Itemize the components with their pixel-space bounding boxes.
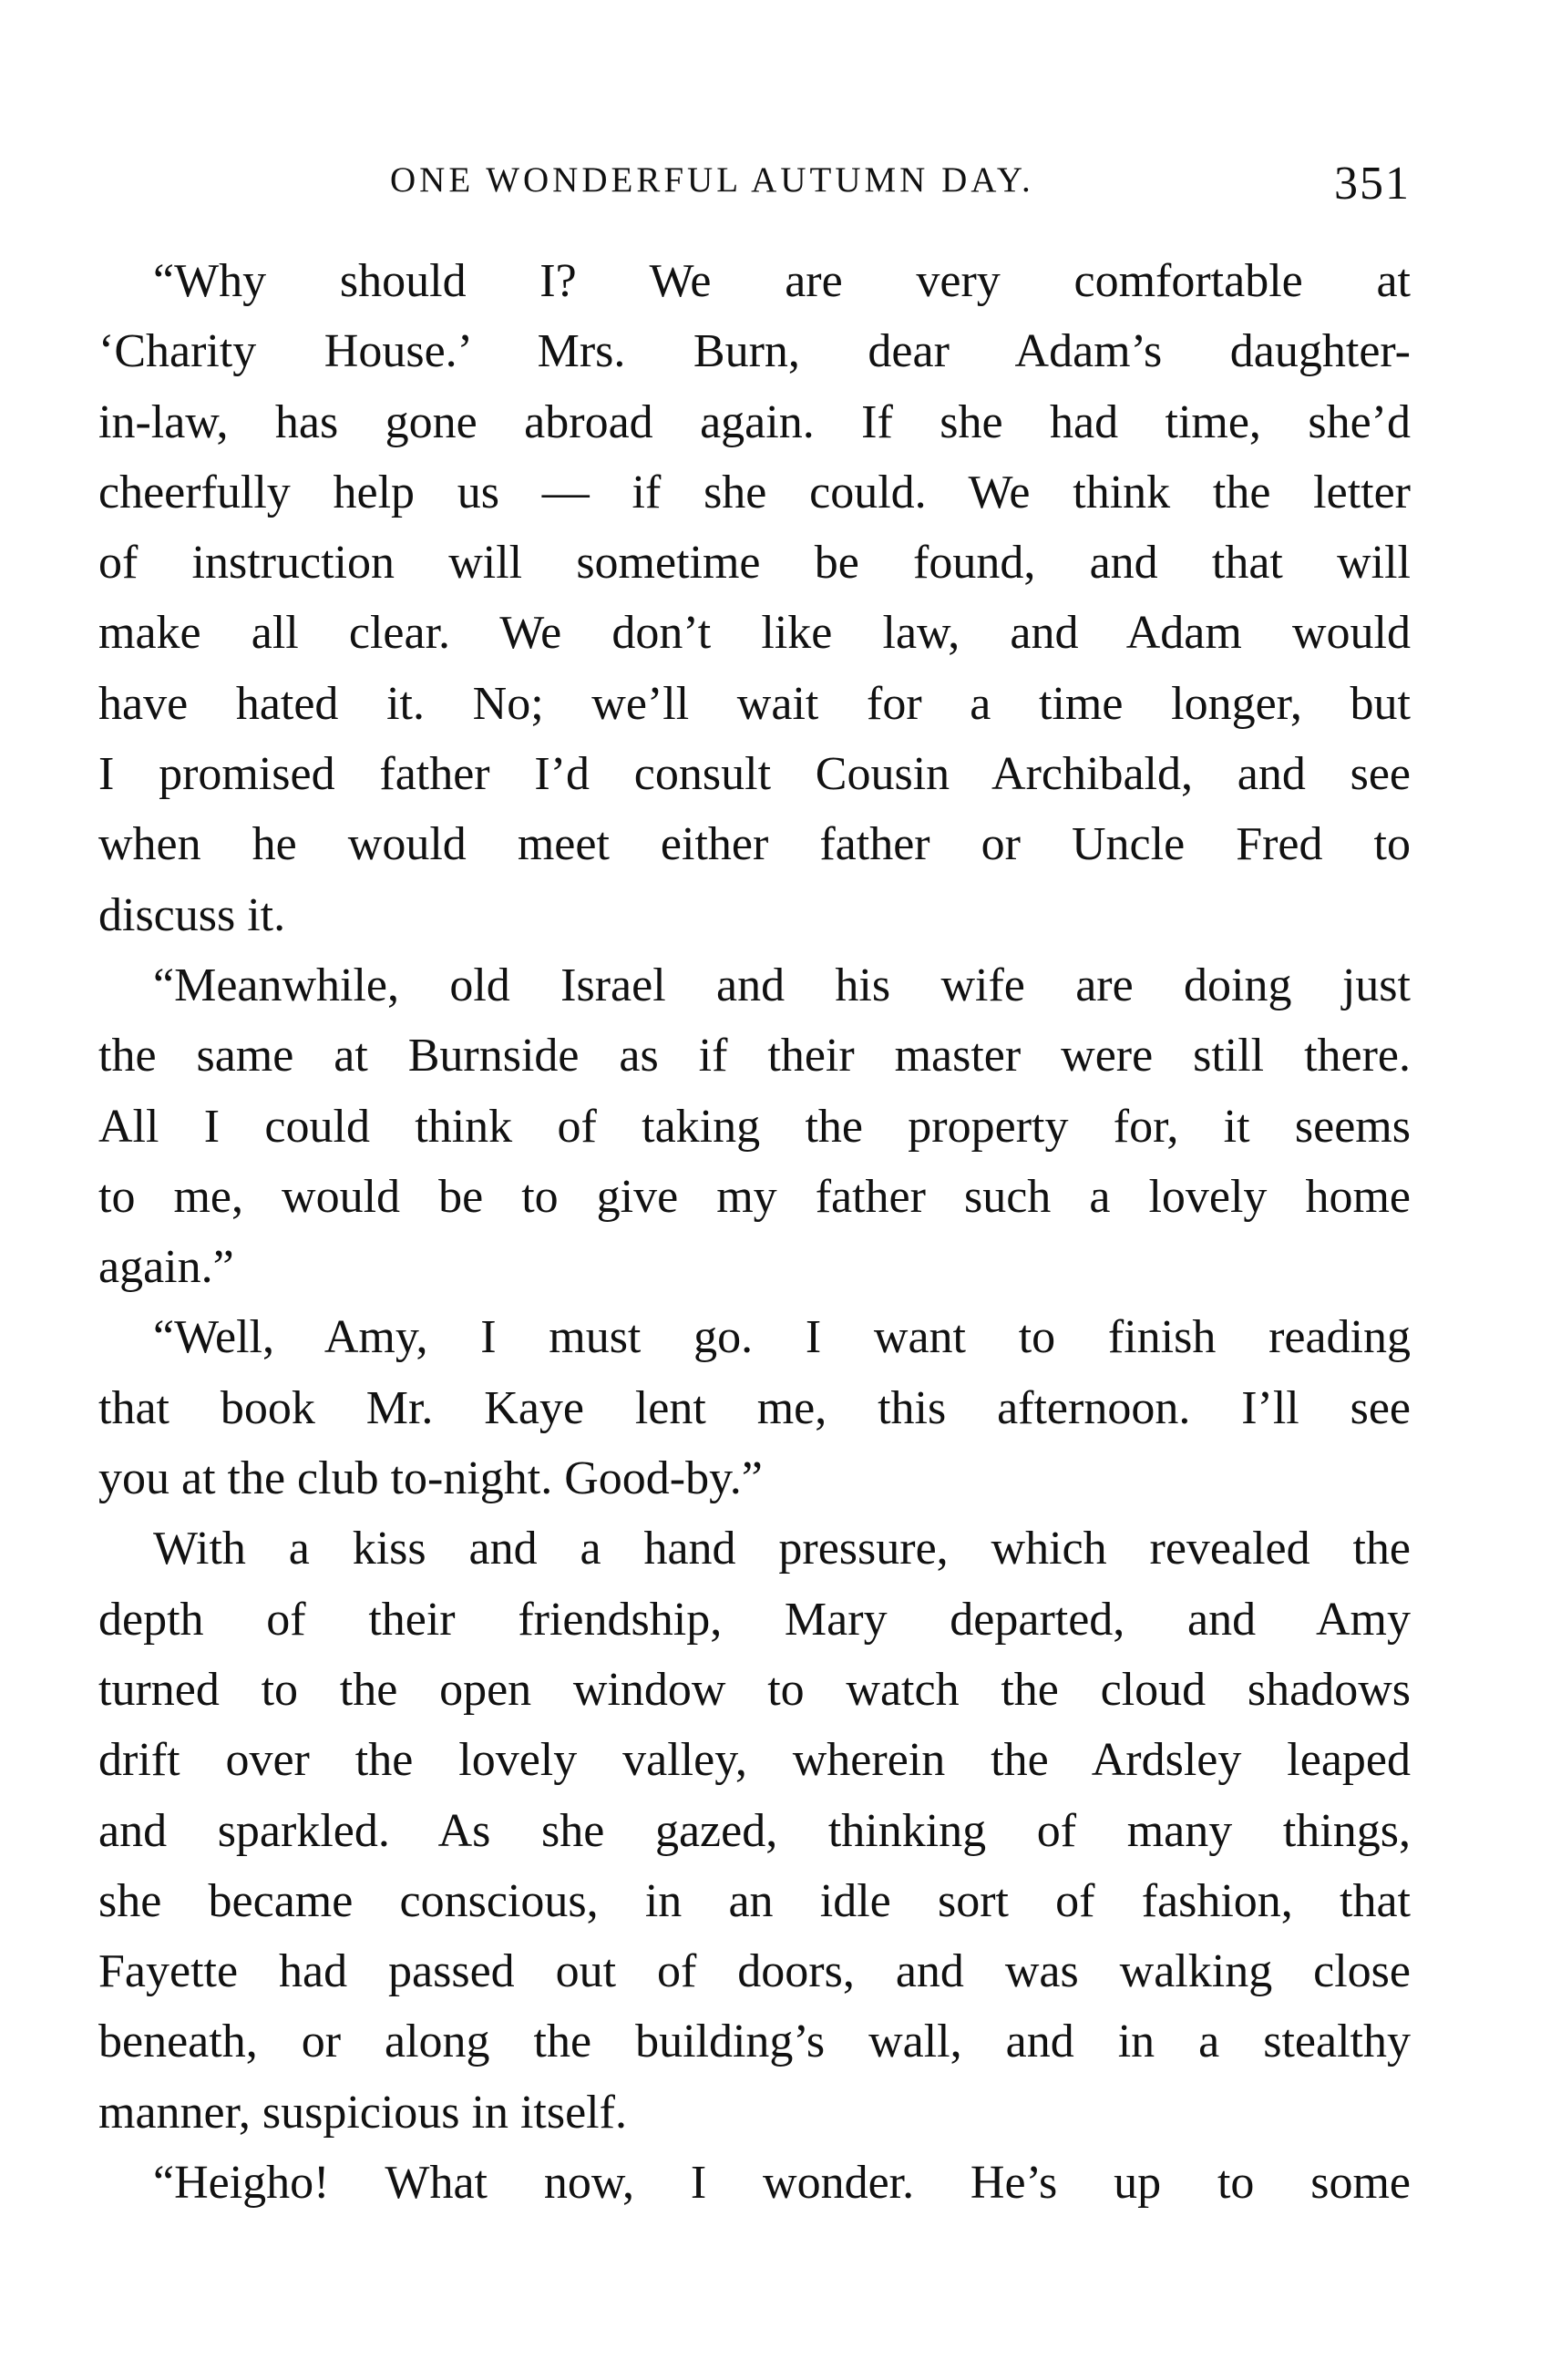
text-line: turned to the open window to watch the cloud shadows	[98, 1663, 1411, 1716]
text-line: that book Mr. Kaye lent me, this afternoon. I’ll see	[98, 1381, 1411, 1434]
text-line: the same at Burnside as if their master were still there.	[98, 1030, 1411, 1082]
text-line: of instruction will sometime be found, and that will	[98, 537, 1411, 590]
running-head	[98, 153, 1411, 208]
text-line: drift over the lovely valley, wherein the Ardsley leaped	[98, 1734, 1411, 1787]
text-line: to me, would be to give my father such a lovely home	[98, 1170, 1411, 1223]
text-line: discuss it.	[98, 888, 286, 941]
text-line: Fayette had passed out of doors, and was walking close	[98, 1945, 1411, 1998]
text-line: she became conscious, in an idle sort of fashion, that	[98, 1874, 1411, 1927]
text-line: have hated it. No; we’ll wait for a time longer, but	[98, 677, 1411, 730]
page-number: 351	[1334, 158, 1411, 210]
text-line: I promised father I’d consult Cousin Archibald, and see	[98, 748, 1411, 801]
text-line: “Meanwhile, old Israel and his wife are doing just	[153, 959, 1411, 1011]
text-line: again.”	[98, 1241, 234, 1294]
text-line: “Why should I? We are very comfortable at	[153, 255, 1411, 307]
text-line: cheerfully help us — if she could. We think the letter	[98, 466, 1411, 518]
text-line: With a kiss and a hand pressure, which revealed the	[153, 1523, 1411, 1575]
paragraph	[98, 1513, 1411, 2148]
text-line: ‘Charity House.’ Mrs. Burn, dear Adam’s daughter-	[98, 325, 1411, 378]
running-title: ONE WONDERFUL AUTUMN DAY.	[390, 160, 1034, 200]
body-text	[98, 246, 1411, 2218]
text-line: manner, suspicious in itself.	[98, 2086, 627, 2139]
text-line: you at the club to-night. Good-by.”	[98, 1452, 763, 1505]
text-line: in-law, has gone abroad again. If she had time, she’d	[98, 395, 1411, 448]
paragraph	[98, 950, 1411, 1302]
paragraph	[98, 1302, 1411, 1513]
text-line: and sparkled. As she gazed, thinking of many things,	[98, 1804, 1411, 1857]
paragraph	[98, 246, 1411, 950]
text-line: “Well, Amy, I must go. I want to finish reading	[153, 1311, 1411, 1364]
text-line: beneath, or along the building’s wall, and in a stealthy	[98, 2016, 1411, 2068]
text-line: depth of their friendship, Mary departed, and Amy	[98, 1593, 1411, 1646]
text-line: make all clear. We don’t like law, and Adam would	[98, 607, 1411, 660]
text-line: when he would meet either father or Uncle Fred to	[98, 818, 1411, 871]
text-line: “Heigho! What now, I wonder. He’s up to some	[153, 2157, 1411, 2210]
paragraph	[98, 2148, 1411, 2218]
text-line: All I could think of taking the property for, it seems	[98, 1100, 1411, 1153]
